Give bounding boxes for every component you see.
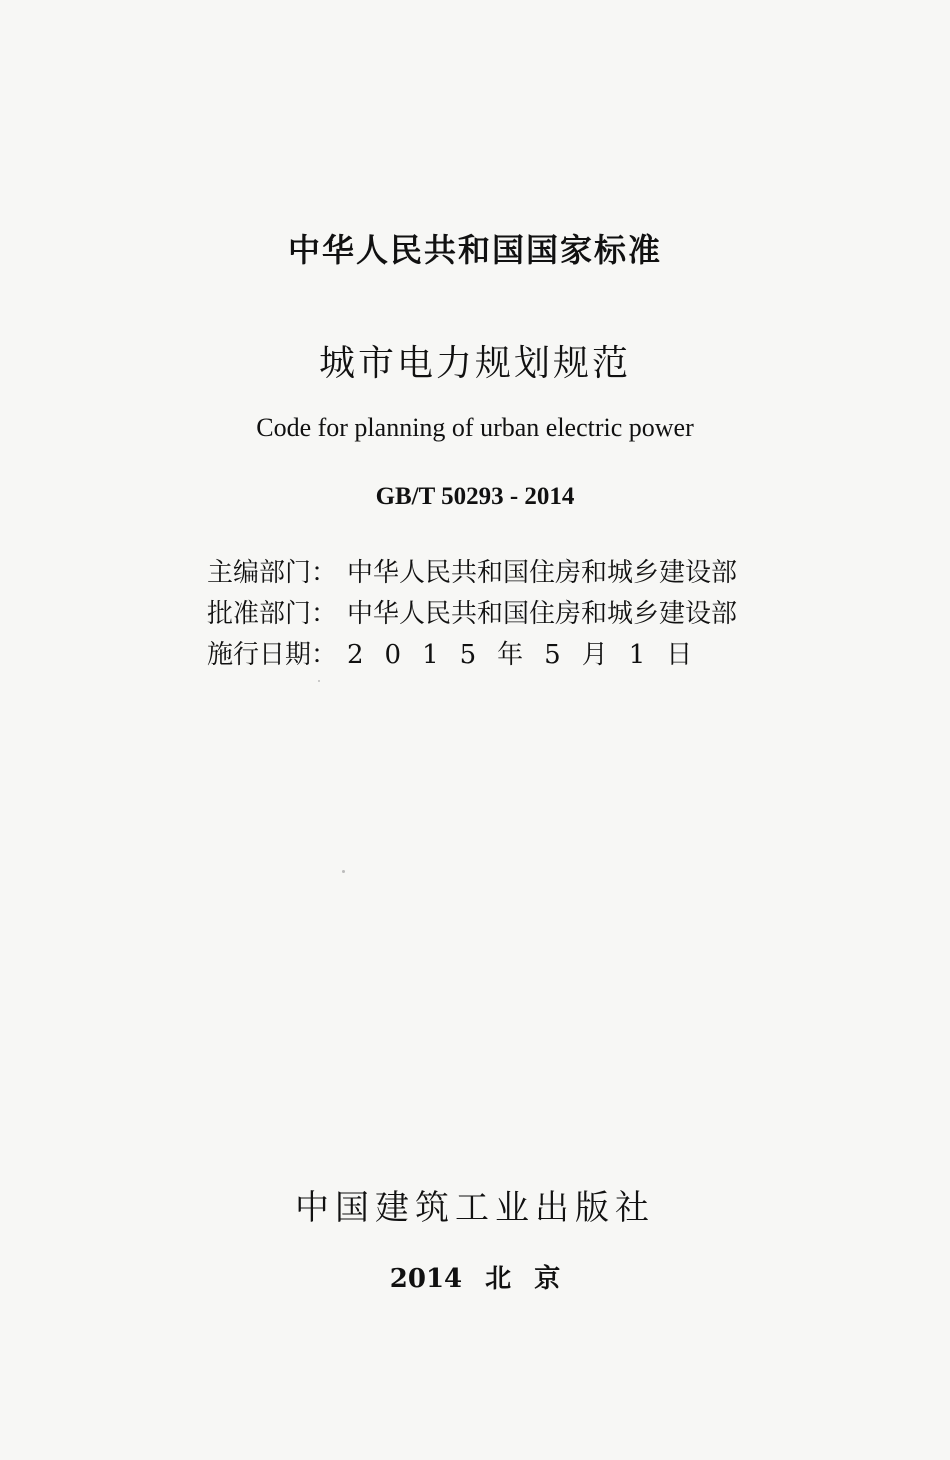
approver-label: 批准部门： xyxy=(207,599,338,629)
editor-label: 主编部门： xyxy=(207,558,338,588)
approver-row xyxy=(207,594,767,635)
effective-date-value: 2015年5月1日 xyxy=(347,640,714,670)
publisher-name: 中国建筑工业出版社 xyxy=(295,1188,655,1228)
scan-speck xyxy=(342,870,345,873)
standard-title-english: Code for planning of urban electric power xyxy=(256,413,694,442)
standard-info-block xyxy=(207,553,767,676)
editor-value: 中华人民共和国住房和城乡建设部 xyxy=(347,558,738,588)
effective-date-label: 施行日期： xyxy=(207,640,338,670)
publication-year-place: 2014 北 京 xyxy=(389,1264,561,1294)
approver-value: 中华人民共和国住房和城乡建设部 xyxy=(347,599,738,629)
standard-code: GB/T 50293 - 2014 xyxy=(375,483,575,510)
editor-row xyxy=(207,553,767,594)
national-standard-heading: 中华人民共和国国家标准 xyxy=(287,231,662,269)
effective-date-row xyxy=(207,635,767,676)
scan-speck xyxy=(318,680,320,682)
standard-title-chinese: 城市电力规划规范 xyxy=(318,343,631,384)
